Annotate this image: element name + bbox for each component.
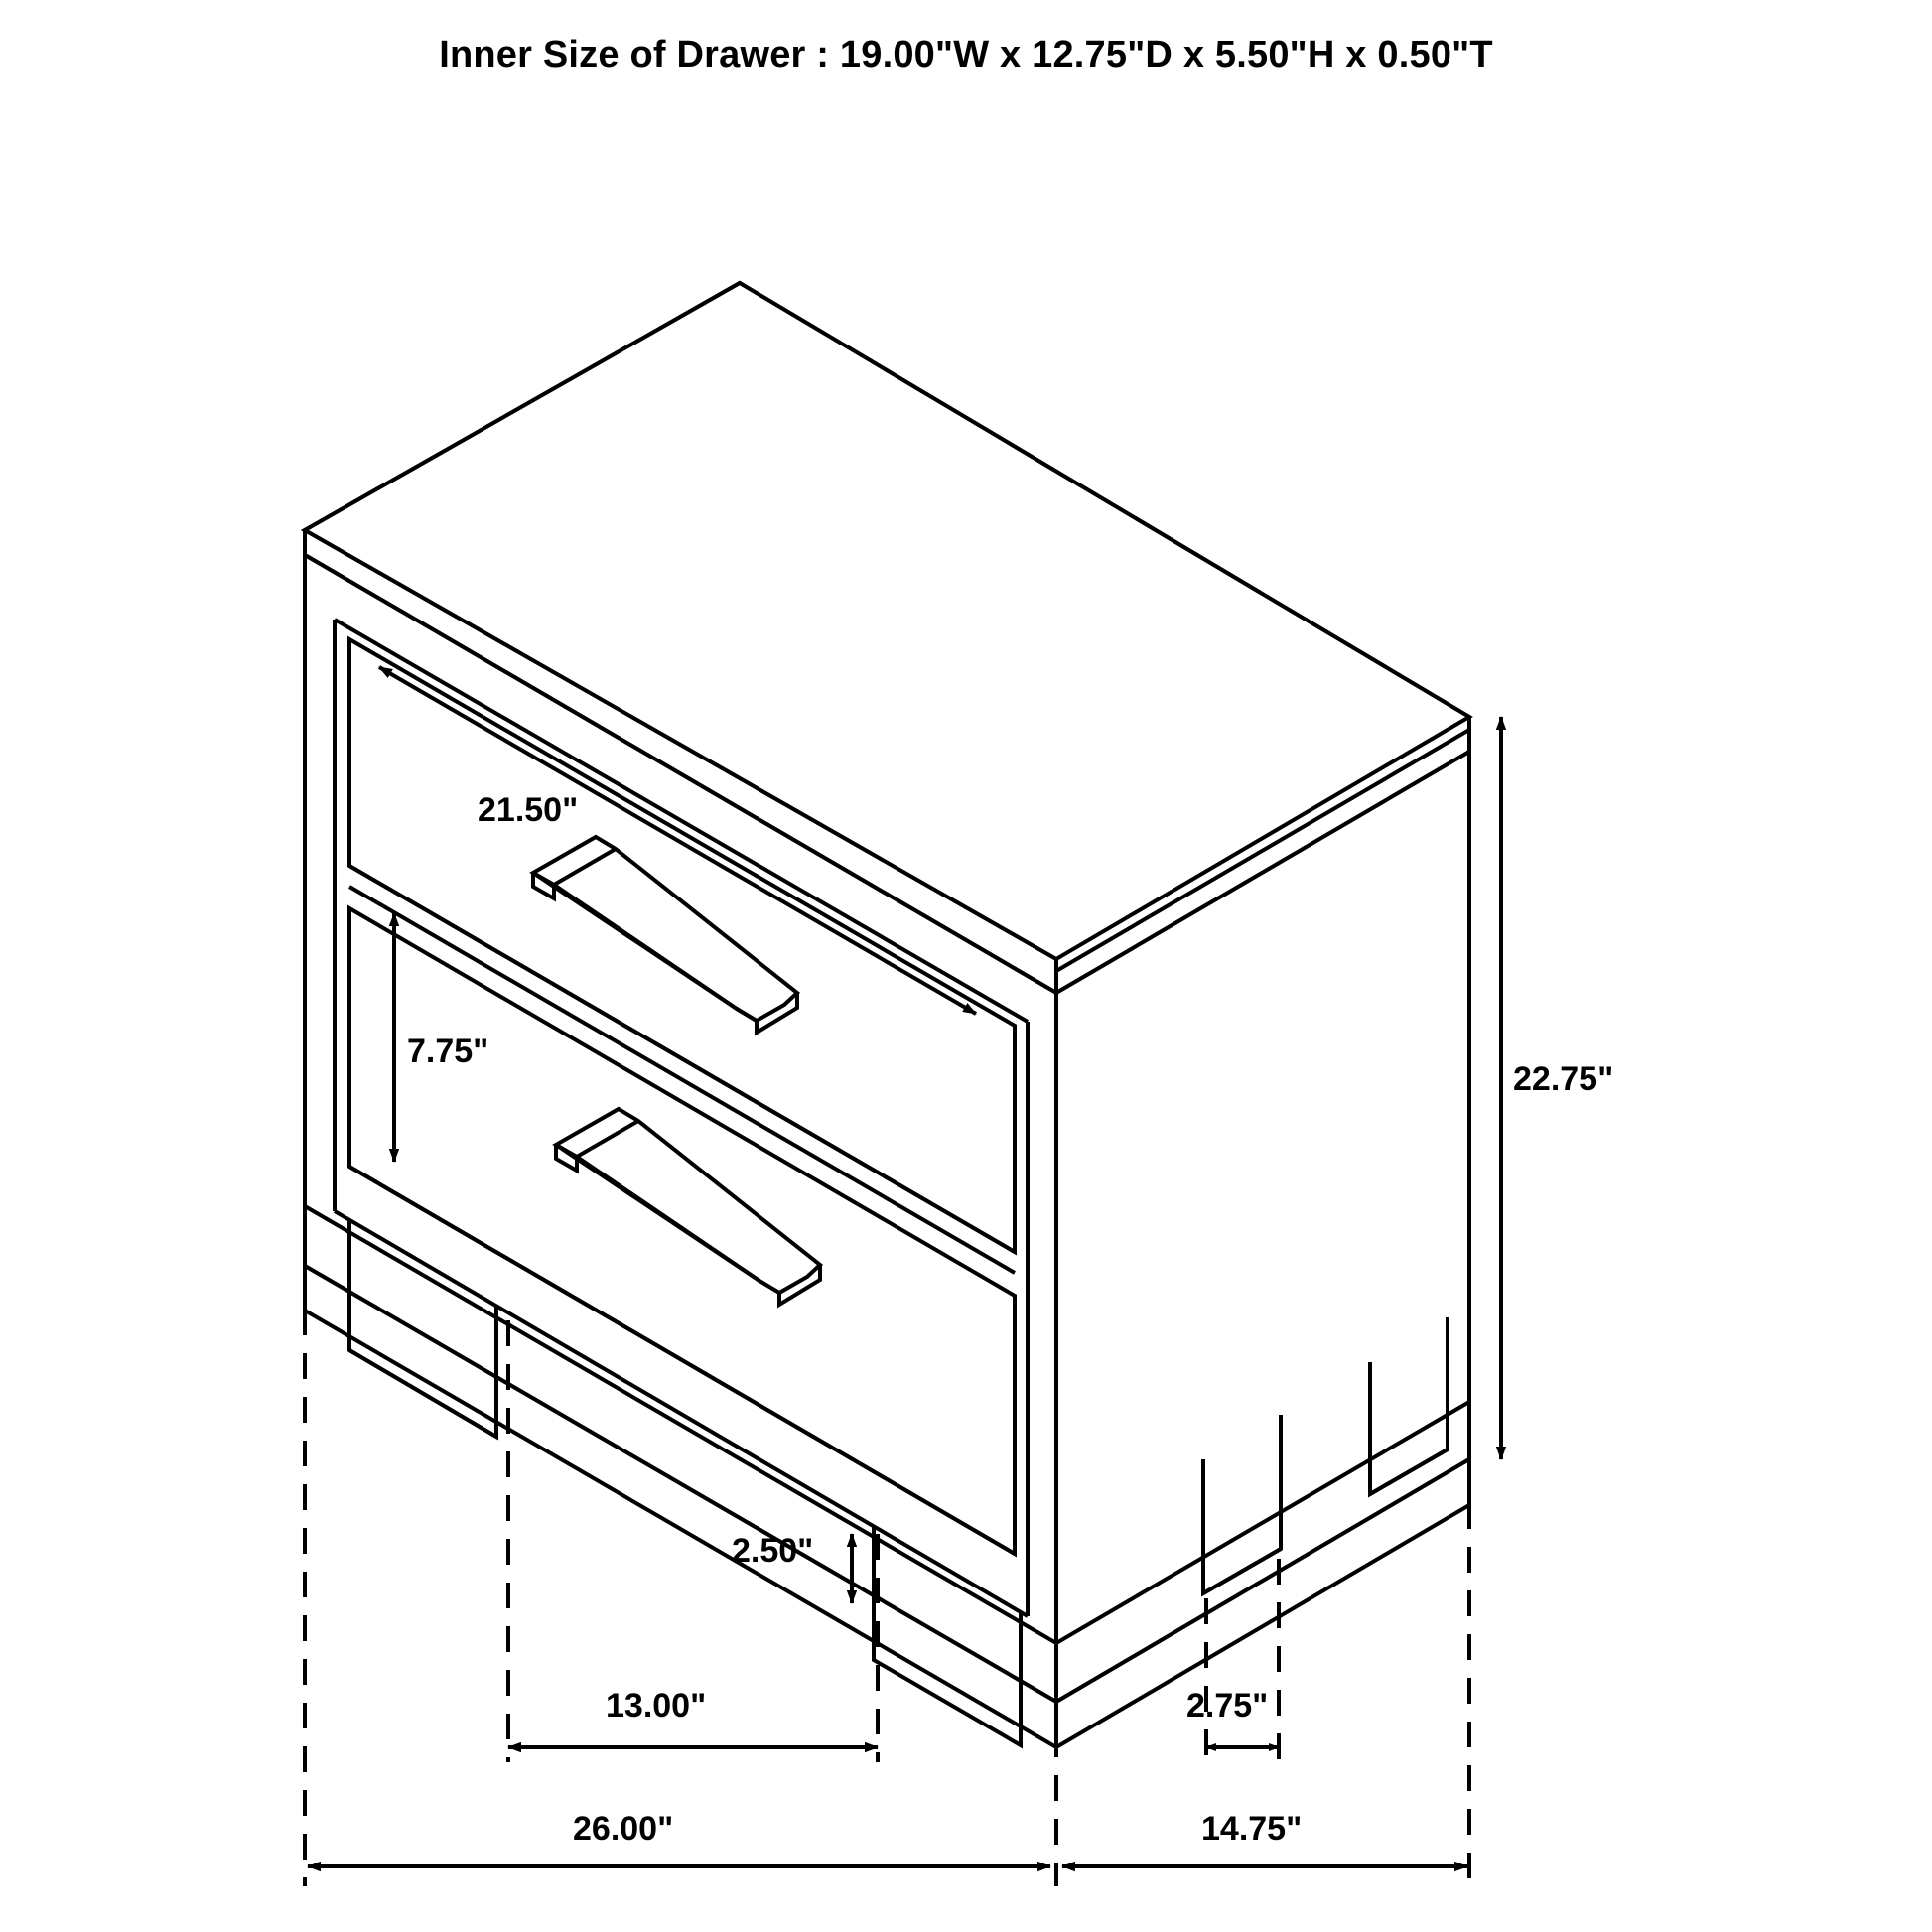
dimension-label-overall-height: 22.75" xyxy=(1513,1060,1614,1098)
page-title: Inner Size of Drawer : 19.00"W x 12.75"D x 5.50"H x 0.50"T xyxy=(439,34,1493,75)
dimension-label-overall-width: 26.00" xyxy=(573,1810,674,1848)
dimension-label-leg-offset: 13.00" xyxy=(606,1687,707,1725)
cabinet-body xyxy=(305,283,1469,1747)
dimension-label-overall-depth: 14.75" xyxy=(1201,1810,1303,1848)
dimension-label-base-clearance: 2.50" xyxy=(732,1532,814,1570)
dimension-label-drawer-lower-height: 7.75" xyxy=(407,1033,489,1070)
dimension-label-leg-width: 2.75" xyxy=(1186,1687,1269,1725)
dimension-label-drawer-top-width: 21.50" xyxy=(478,791,579,829)
